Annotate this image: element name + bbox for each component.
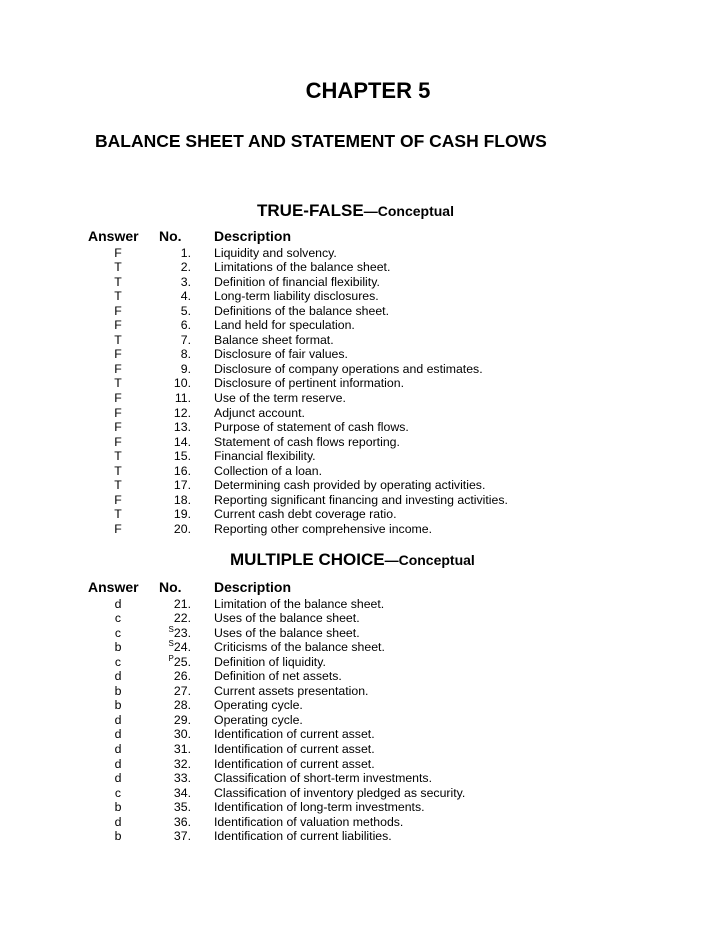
description-cell: Criticisms of the balance sheet. <box>214 640 385 655</box>
number-cell <box>150 376 191 391</box>
table-row <box>0 815 728 830</box>
section-title-suffix: —Conceptual <box>363 203 454 219</box>
number-text: 33. <box>173 771 191 786</box>
table-row <box>0 493 728 508</box>
number-cell <box>150 391 191 406</box>
number-text: 19. <box>173 507 191 522</box>
number-text: 4. <box>180 289 191 304</box>
number-text: 29. <box>173 712 191 727</box>
description-cell: Identification of current asset. <box>214 756 375 771</box>
answer-cell: T <box>114 507 122 522</box>
answer-cell: b <box>114 800 122 815</box>
table-row <box>0 246 728 261</box>
table-row <box>0 640 728 655</box>
table-row <box>0 771 728 786</box>
chapter-subtitle: BALANCE SHEET AND STATEMENT OF CASH FLOWS <box>95 131 547 151</box>
header-description: Description <box>214 228 292 244</box>
answer-cell: c <box>114 625 122 640</box>
number-text: 36. <box>173 814 191 829</box>
table-row <box>0 800 728 815</box>
question-prefix: P <box>168 653 174 663</box>
description-cell: Definition of financial flexibility. <box>214 274 380 289</box>
answer-cell: d <box>114 596 122 611</box>
table-row <box>0 449 728 464</box>
description-cell: Adjunct account. <box>214 405 305 420</box>
number-text: 8. <box>180 347 191 362</box>
number-cell <box>150 800 191 815</box>
answer-cell: F <box>114 434 122 449</box>
number-cell <box>150 464 191 479</box>
number-cell <box>150 435 191 450</box>
answer-cell: c <box>114 611 122 626</box>
section-title-suffix: —Conceptual <box>384 552 475 568</box>
description-cell: Definition of liquidity. <box>214 654 326 669</box>
table-row <box>0 362 728 377</box>
table-row <box>0 333 728 348</box>
answer-cell: T <box>114 376 122 391</box>
description-cell: Current cash debt coverage ratio. <box>214 507 397 522</box>
number-cell <box>150 406 191 421</box>
description-cell: Long-term liability disclosures. <box>214 289 379 304</box>
number-cell <box>150 655 191 670</box>
number-text: 23. <box>173 625 191 640</box>
description-cell: Financial flexibility. <box>214 449 316 464</box>
number-cell <box>150 669 191 684</box>
section-title-multiple-choice <box>230 550 475 570</box>
number-cell <box>150 698 191 713</box>
description-cell: Operating cycle. <box>214 698 303 713</box>
number-cell <box>150 507 191 522</box>
header-no: No. <box>159 579 182 595</box>
number-cell <box>150 684 191 699</box>
description-cell: Limitation of the balance sheet. <box>214 596 385 611</box>
answer-cell: F <box>114 420 122 435</box>
number-cell <box>150 786 191 801</box>
number-cell <box>150 275 191 290</box>
number-text: 37. <box>173 829 191 844</box>
number-cell <box>150 742 191 757</box>
number-cell <box>150 362 191 377</box>
number-text: 31. <box>173 742 191 756</box>
number-cell <box>150 289 191 304</box>
number-text: 21. <box>173 596 191 611</box>
table-row <box>0 347 728 362</box>
table-row <box>0 655 728 670</box>
number-cell <box>150 727 191 742</box>
number-cell <box>150 522 191 537</box>
description-cell: Identification of current asset. <box>214 742 375 756</box>
number-cell <box>150 318 191 333</box>
table-row <box>0 786 728 801</box>
table-row <box>0 829 728 844</box>
answer-cell: F <box>114 492 122 507</box>
description-cell: Balance sheet format. <box>214 332 334 347</box>
description-cell: Disclosure of pertinent information. <box>214 376 405 391</box>
number-text: 22. <box>173 611 191 626</box>
number-text: 2. <box>180 260 191 275</box>
table-row <box>0 406 728 421</box>
description-cell: Identification of current liabilities. <box>214 829 392 844</box>
number-cell <box>150 597 191 612</box>
table-row <box>0 522 728 537</box>
number-cell <box>150 304 191 319</box>
answer-cell: c <box>114 654 122 669</box>
table-row <box>0 435 728 450</box>
number-text: 30. <box>173 727 191 742</box>
number-cell <box>150 478 191 493</box>
number-text: 5. <box>180 303 191 318</box>
table-row <box>0 289 728 304</box>
table-row <box>0 420 728 435</box>
number-cell <box>150 829 191 844</box>
description-cell: Determining cash provided by operating activities. <box>214 478 486 493</box>
answer-cell: d <box>114 669 122 684</box>
description-cell: Identification of long-term investments. <box>214 800 425 815</box>
answer-cell: T <box>114 260 122 275</box>
description-cell: Purpose of statement of cash flows. <box>214 420 409 435</box>
number-text: 12. <box>173 405 191 420</box>
number-text: 32. <box>173 756 191 771</box>
description-cell: Definitions of the balance sheet. <box>214 303 390 318</box>
answer-cell: d <box>114 742 122 756</box>
question-prefix: S <box>168 624 174 634</box>
number-text: 26. <box>173 669 191 684</box>
number-text: 6. <box>180 318 191 333</box>
table-row <box>0 376 728 391</box>
number-text: 34. <box>173 785 191 800</box>
header-answer: Answer <box>88 228 139 244</box>
description-cell: Collection of a loan. <box>214 463 323 478</box>
number-text: 15. <box>173 449 191 464</box>
table-row <box>0 478 728 493</box>
description-cell: Classification of short-term investments. <box>214 771 432 786</box>
table-row <box>0 275 728 290</box>
chapter-title: CHAPTER 5 <box>305 78 431 103</box>
answer-cell: b <box>114 829 122 844</box>
answer-cell: d <box>114 727 122 742</box>
answer-cell: d <box>114 756 122 771</box>
number-cell <box>150 713 191 728</box>
table-row <box>0 727 728 742</box>
answer-cell: d <box>114 771 122 786</box>
number-text: 9. <box>180 361 191 376</box>
number-text: 3. <box>180 274 191 289</box>
answer-cell: F <box>114 303 122 318</box>
number-text: 18. <box>173 492 191 507</box>
description-cell: Operating cycle. <box>214 712 303 727</box>
number-cell <box>150 333 191 348</box>
number-text: 7. <box>180 332 191 347</box>
answer-cell: T <box>114 332 122 347</box>
header-no: No. <box>159 228 182 244</box>
number-text: 14. <box>173 434 191 449</box>
description-cell: Disclosure of fair values. <box>214 347 348 362</box>
answer-cell: T <box>114 449 122 464</box>
answer-cell: F <box>114 245 122 260</box>
answer-cell: T <box>114 478 122 493</box>
number-text: 27. <box>173 683 191 698</box>
description-cell: Reporting significant financing and investing activities. <box>214 492 508 507</box>
number-cell <box>150 771 191 786</box>
table-row <box>0 626 728 641</box>
header-description: Description <box>214 579 292 595</box>
description-cell: Current assets presentation. <box>214 683 369 698</box>
number-cell <box>150 347 191 362</box>
answer-cell: F <box>114 318 122 333</box>
number-text: 28. <box>173 698 191 713</box>
number-text: 25. <box>173 654 191 669</box>
number-text: 1. <box>180 245 191 260</box>
table-row <box>0 597 728 612</box>
number-text: 20. <box>173 521 191 536</box>
number-cell <box>150 246 191 261</box>
description-cell: Use of the term reserve. <box>214 391 346 405</box>
answer-cell: b <box>114 698 122 713</box>
description-cell: Definition of net assets. <box>214 669 342 684</box>
number-cell <box>150 449 191 464</box>
description-cell: Land held for speculation. <box>214 318 355 333</box>
description-cell: Classification of inventory pledged as security. <box>214 785 466 800</box>
description-cell: Identification of current asset. <box>214 727 375 742</box>
table-row <box>0 698 728 713</box>
number-text: 13. <box>173 420 191 435</box>
table-row <box>0 507 728 522</box>
section-title-text: TRUE-FALSE <box>257 201 364 220</box>
description-cell: Uses of the balance sheet. <box>214 625 360 640</box>
header-answer: Answer <box>88 579 139 595</box>
answer-cell: T <box>114 274 122 289</box>
table-row <box>0 318 728 333</box>
answer-cell: b <box>114 683 122 698</box>
description-cell: Identification of valuation methods. <box>214 814 404 829</box>
number-cell <box>150 420 191 435</box>
table-row <box>0 713 728 728</box>
table-row <box>0 304 728 319</box>
description-cell: Reporting other comprehensive income. <box>214 521 433 536</box>
description-cell: Disclosure of company operations and estimates. <box>214 361 483 376</box>
number-text: 17. <box>173 478 191 493</box>
table-row <box>0 669 728 684</box>
question-prefix: S <box>168 639 174 649</box>
number-text: 11. <box>174 391 191 405</box>
number-cell <box>150 815 191 830</box>
description-cell: Limitations of the balance sheet. <box>214 260 391 275</box>
number-cell <box>150 493 191 508</box>
table-row <box>0 757 728 772</box>
answer-cell: F <box>114 361 122 376</box>
description-cell: Liquidity and solvency. <box>214 245 337 260</box>
answer-cell: T <box>114 463 122 478</box>
number-text: 24. <box>173 640 191 655</box>
section-title-true-false <box>257 201 454 221</box>
number-cell <box>150 260 191 275</box>
table-row <box>0 260 728 275</box>
number-text: 10. <box>173 376 191 391</box>
answer-cell: d <box>114 712 122 727</box>
table-row <box>0 611 728 626</box>
number-text: 35. <box>173 800 191 815</box>
answer-cell: F <box>114 521 122 536</box>
table-row <box>0 684 728 699</box>
answer-cell: F <box>114 391 122 405</box>
description-cell: Statement of cash flows reporting. <box>214 434 400 449</box>
answer-cell: c <box>114 785 122 800</box>
table-row <box>0 742 728 757</box>
table-row <box>0 391 728 406</box>
answer-cell: b <box>114 640 122 655</box>
table-row <box>0 464 728 479</box>
answer-cell: F <box>114 347 122 362</box>
answer-cell: d <box>114 814 122 829</box>
number-text: 16. <box>173 463 191 478</box>
number-cell <box>150 757 191 772</box>
description-cell: Uses of the balance sheet. <box>214 611 360 626</box>
section-title-text: MULTIPLE CHOICE <box>230 550 385 569</box>
answer-cell: T <box>114 289 122 304</box>
answer-cell: F <box>114 405 122 420</box>
